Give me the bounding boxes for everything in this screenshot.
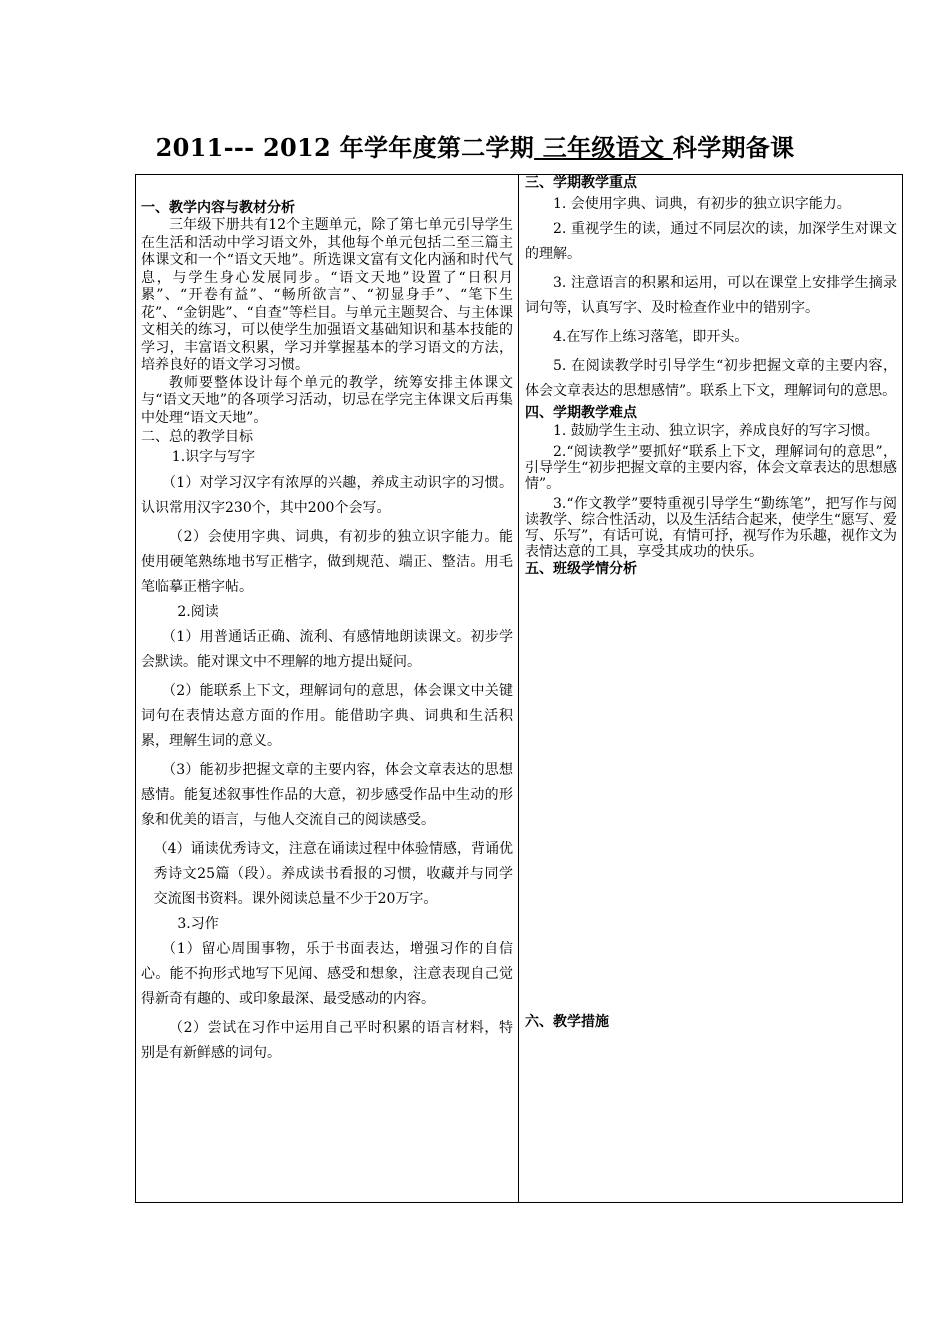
goal-writing-item-2: （2）尝试在习作中运用自己平时积累的语言材料，特别是有新鲜感的词句。 <box>141 1020 513 1061</box>
key-point-4: 4.在写作上练习落笔，即开头。 <box>553 329 749 345</box>
column-divider <box>518 174 519 1203</box>
section-heading-key-points: 三、学期教学重点 <box>525 175 637 191</box>
key-point-2: 2. 重视学生的读，通过不同层次的读，加深学生对课文的理解。 <box>525 221 897 262</box>
right-column <box>525 174 897 1030</box>
page-title <box>0 130 950 166</box>
section-heading-difficulties: 四、学期教学难点 <box>525 405 637 421</box>
key-point-1: 1. 会使用字典、词典，有初步的独立识字能力。 <box>553 196 851 212</box>
difficulty-3: 3.“作文教学”要特重视引导学生“勤练笔”，把写作与阅读教学、综合性活动，以及生活结合起来，使学生“愿写、爱写、乐写”，有话可说，有情可抒，视写作为乐趣，视作文为表情达意的工具，享受其成功的快乐。 <box>525 496 897 560</box>
content-analysis-paragraph: 三年级下册共有12个主题单元，除了第七单元引导学生在生活和活动中学习语文外，其他每个单元包括二至三篇主体课文和一个“语文天地”。所选课文富有文化内涵和时代气息，与学生身心发展同步。“语文天地”设置了“日积月累”、“开卷有益”、“畅所欲言”、“初显身手”、“笔下生花”、“金钥匙”、“自查”等栏目。与单元主题契合、与主体课文相关的练习，可以使学生加强语文基础知识和基本技能的学习，丰富语文积累，学习并掌握基本的学习语文的方法，培养良好的语文学习习惯。 <box>141 217 513 373</box>
goal-literacy-heading: 1.识字与写字 <box>171 449 256 465</box>
goal-writing-heading: 3.习作 <box>177 916 219 932</box>
difficulty-2: 2.“阅读教学”要抓好“联系上下文，理解词句的意思”，引导学生“初步把握文章的主要内容，体会文章表达的思想感情”。 <box>525 444 897 492</box>
goal-reading-item-4: （4）诵读优秀诗文，注意在诵读过程中体验情感，背诵优秀诗文25篇（段）。养成读书看报的习惯，收藏并与同学交流图书资料。课外阅读总量不少于20万字。 <box>153 841 513 907</box>
section-heading-measures: 六、教学措施 <box>525 1014 609 1030</box>
goal-writing-item-1: （1）留心周围事物，乐于书面表达，增强习作的自信心。能不拘形式地写下见闻、感受和想象，注意表现自己觉得新奇有趣的、或印象最深、最受感动的内容。 <box>141 941 513 1007</box>
section-heading-class-analysis: 五、班级学情分析 <box>525 561 637 577</box>
goal-reading-item-1: （1）用普通话正确、流利、有感情地朗读课文。初步学会默读。能对课文中不理解的地方提出疑问。 <box>141 629 513 670</box>
goal-reading-item-3: （3）能初步把握文章的主要内容，体会文章表达的思想感情。能复述叙事性作品的大意，初步感受作品中生动的形象和优美的语言，与他人交流自己的阅读感受。 <box>141 762 513 828</box>
goal-reading-item-2: （2）能联系上下文，理解词句的意思，体会课文中关键词句在表情达意方面的作用。能借助字典、词典和生活积累，理解生词的意义。 <box>141 683 513 749</box>
title-suffix: 科学期备课 <box>672 133 795 162</box>
goal-literacy-item-2: （2）会使用字典、词典，有初步的独立识字能力。能使用硬笔熟练地书写正楷字，做到规范、端正、整洁。用毛笔临摹正楷字帖。 <box>141 529 513 595</box>
content-analysis-paragraph-2: 教师要整体设计每个单元的教学，统筹安排主体课文与“语文天地”的各项学习活动，切忌在学完主体课文后再集中处理“语文天地”。 <box>141 374 513 426</box>
difficulty-1: 1. 鼓励学生主动、独立识字，养成良好的写字习惯。 <box>553 423 879 439</box>
section-heading-goals: 二、总的教学目标 <box>141 429 253 445</box>
left-column <box>141 199 513 1066</box>
key-point-3: 3. 注意语言的积累和运用，可以在课堂上安排学生摘录词句等，认真写字、及时检查作业中的错别字。 <box>525 275 897 316</box>
goal-reading-heading: 2.阅读 <box>177 604 219 620</box>
title-year: 2011--- 2012 年学年度第二学期 <box>155 133 535 162</box>
section-heading-content-analysis: 一、教学内容与教材分析 <box>141 200 295 216</box>
key-point-5: 5. 在阅读教学时引导学生“初步把握文章的主要内容，体会文章表达的思想感情”。联系上下文，理解词句的意思。 <box>525 358 897 399</box>
title-grade-subject: 三年级语文 <box>534 133 673 162</box>
goal-literacy-item-1: （1）对学习汉字有浓厚的兴趣，养成主动识字的习惯。认识常用汉字230个，其中200个会写。 <box>141 475 513 516</box>
